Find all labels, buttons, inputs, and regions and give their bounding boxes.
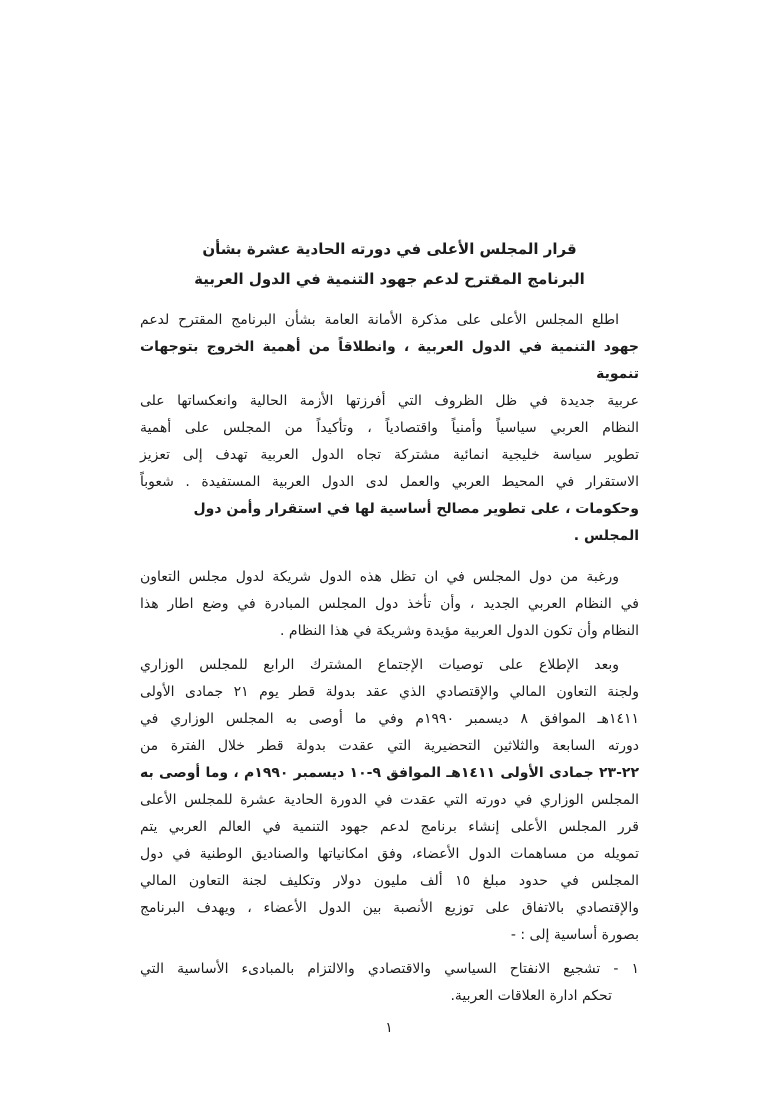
text-line: تمويله من مساهمات الدول الأعضاء، وفق امكانياتها والصناديق الوطنية في دول (140, 846, 639, 862)
text-line: دورته السابعة والثلاثين التحضيرية التي عقدت بدولة قطر خلال الفترة من (140, 738, 639, 754)
text-line: النظام العربي سياسياً وأمنياً واقتصادياً ، وتأكيداً من المجلس على أهمية (140, 420, 639, 436)
page-number: ١ (385, 1020, 393, 1036)
text-line: ١ - تشجيع الانفتاح السياسي والاقتصادي والالتزام بالمبادىء الأساسية التي (140, 961, 639, 977)
text-line: النظام وأن تكون الدول العربية مؤيدة وشريكة في هذا النظام . (280, 623, 639, 639)
text-line: تطوير سياسة خليجية انمائية مشتركة تجاه الدول العربية تهدف إلى تعزيز (140, 447, 639, 463)
text-line: ٢٢-٢٣ جمادى الأولى ١٤١١هـ الموافق ٩-١٠ ديسمبر ١٩٩٠م ، وما أوصى به (140, 765, 640, 781)
text-line: اطلع المجلس الأعلى على مذكرة الأمانة العامة بشأن البرنامج المقترح لدعم (140, 312, 619, 328)
document-content (140, 234, 639, 1010)
text-line: جهود التنمية في الدول العربية ، وانطلاقاً من أهمية الخروج بتوجهات تنموية (140, 339, 639, 382)
document-item1 (140, 956, 639, 1010)
text-line: وبعد الإطلاع على توصيات الإجتماع المشترك الرابع للمجلس الوزاري (140, 657, 619, 673)
document-p2 (140, 564, 639, 645)
text-line: المجلس الوزاري في دورته التي عقدت في الدورة الحادية عشرة للمجلس الأعلى (140, 792, 639, 808)
document-p1 (140, 307, 639, 550)
text-line: والإقتصادي بالاتفاق على توزيع الأنصبة بين الدول الأعضاء ، ويهدف البرنامج (140, 900, 639, 916)
text-line: بصورة أساسية إلى : - (510, 927, 639, 943)
text-line: في النظام العربي الجديد ، وأن تأخذ دول المجلس المبادرة في وضع اطار هذا (140, 596, 639, 612)
text-line: تحكم ادارة العلاقات العربية. (450, 988, 612, 1004)
document-p3 (140, 652, 639, 949)
text-line: ولجنة التعاون المالي والإقتصادي الذي عقد بدولة قطر يوم ٢١ جمادى الأولى (140, 684, 639, 700)
text-line: ١٤١١هـ الموافق ٨ ديسمبر ١٩٩٠م وفي ما أوصى به المجلس الوزاري في (140, 711, 640, 727)
text-line: المجلس في حدود مبلغ ١٥ ألف مليون دولار وتكليف لجنة التعاون المالي (140, 873, 639, 889)
text-line: وحكومات ، على تطوير مصالح أساسية لها في استقرار وأمن دول المجلس . (193, 501, 639, 544)
document-title (140, 234, 639, 294)
text-line: ورغبة من دول المجلس في ان تظل هذه الدول شريكة لدول مجلس التعاون (140, 569, 619, 585)
document-title-line: البرنامج المقترح لدعم جهود التنمية في الدول العربية (194, 270, 585, 288)
text-line: قرر المجلس الأعلى إنشاء برنامج لدعم جهود التنمية في العالم العربي يتم (140, 819, 639, 835)
text-line: الاستقرار في المحيط العربي والعمل لدى الدول العربية المستفيدة . شعوباً (140, 474, 639, 490)
document-title-line: قرار المجلس الأعلى في دورته الحادية عشرة بشأن (202, 240, 577, 258)
text-line: عربية جديدة في ظل الظروف التي أفرزتها الأزمة الحالية وانعكساتها على (140, 393, 639, 409)
